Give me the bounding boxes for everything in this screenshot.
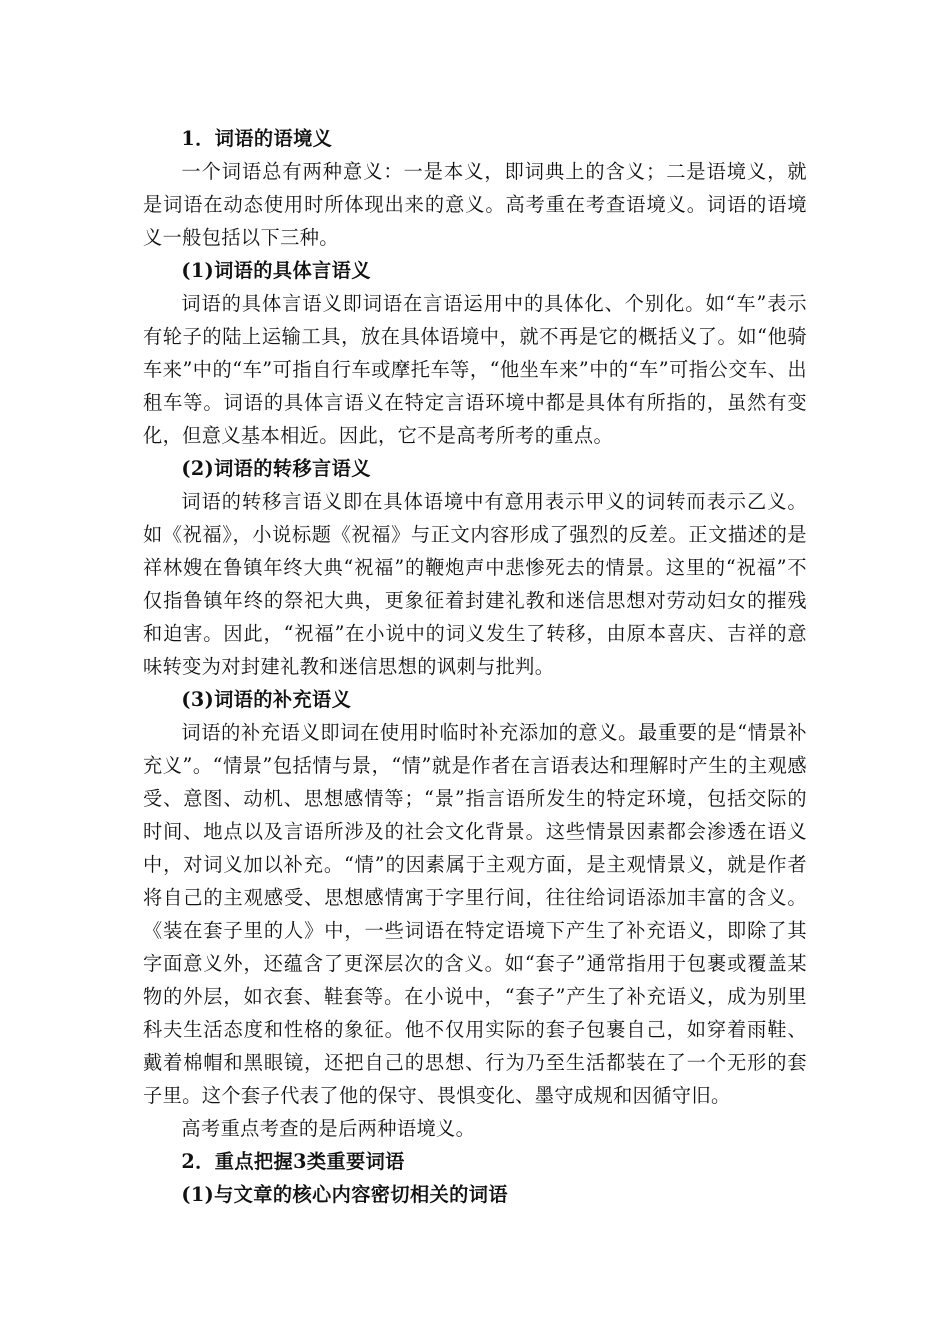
subheading-supplementary-meaning: (3)词语的补充语义 — [181, 688, 352, 711]
section-heading-2: 2．重点把握3类重要词语 — [181, 1150, 405, 1173]
paragraph-concrete-meaning: 词语的具体言语义即词语在言语运用中的具体化、个别化。如“车”表示有轮子的陆上运输工具，放在具体语境中，就不再是它的概括义了。如“他骑车来”中的“车”可指自行车或摩托车等，“他坐车来”中的“车”可指公交车、出租车等。词语的具体言语义在特定言语环境中都是具体有所指的，虽然有变化，但意义基本相近。因此，它不是高考所考的重点。 — [143, 292, 807, 447]
summary-paragraph: 高考重点考查的是后两种语境义。 — [181, 1117, 476, 1140]
intro-paragraph: 一个词语总有两种意义：一是本义，即词典上的含义；二是语境义，就是词语在动态使用时所体现出来的意义。高考重在考查语境义。词语的语境义一般包括以下三种。 — [143, 160, 807, 249]
paragraph-transferred-meaning: 词语的转移言语义即在具体语境中有意用表示甲义的词转而表示乙义。如《祝福》，小说标题《祝福》与正文内容形成了强烈的反差。正文描述的是祥林嫂在鲁镇年终大典“祝福”的鞭炮声中悲惨死去的情景。这里的“祝福”不仅指鲁镇年终的祭祀大典，更象征着封建礼教和迷信思想对劳动妇女的摧残和迫害。因此，“祝福”在小说中的词义发生了转移，由原本喜庆、吉祥的意味转变为对封建礼教和迷信思想的讽刺与批判。 — [143, 490, 807, 678]
subheading-core-content-words: (1)与文章的核心内容密切相关的词语 — [181, 1183, 508, 1206]
subheading-concrete-meaning: (1)词语的具体言语义 — [181, 259, 371, 282]
document-body — [143, 122, 807, 1211]
section-heading-1: 1．词语的语境义 — [181, 127, 333, 150]
paragraph-supplementary-meaning: 词语的补充语义即词在使用时临时补充添加的意义。最重要的是“情景补充义”。“情景”包括情与景，“情”就是作者在言语表达和理解时产生的主观感受、意图、动机、思想感情等；“景”指言语所发生的特定环境，包括交际的时间、地点以及言语所涉及的社会文化背景。这些情景因素都会渗透在语义中，对词义加以补充。“情”的因素属于主观方面，是主观情景义，就是作者将自己的主观感受、思想感情寓于字里行间，往往给词语添加丰富的含义。《装在套子里的人》中，一些词语在特定语境下产生了补充语义，即除了其字面意义外，还蕴含了更深层次的含义。如“套子”通常指用于包裹或覆盖某物的外层，如衣套、鞋套等。在小说中，“套子”产生了补充语义，成为别里科夫生活态度和性格的象征。他不仅用实际的套子包裹自己，如穿着雨鞋、戴着棉帽和黑眼镜，还把自己的思想、行为乃至生活都装在了一个无形的套子里。这个套子代表了他的保守、畏惧变化、墨守成规和因循守旧。 — [143, 721, 807, 1107]
subheading-transferred-meaning: (2)词语的转移言语义 — [181, 457, 371, 480]
